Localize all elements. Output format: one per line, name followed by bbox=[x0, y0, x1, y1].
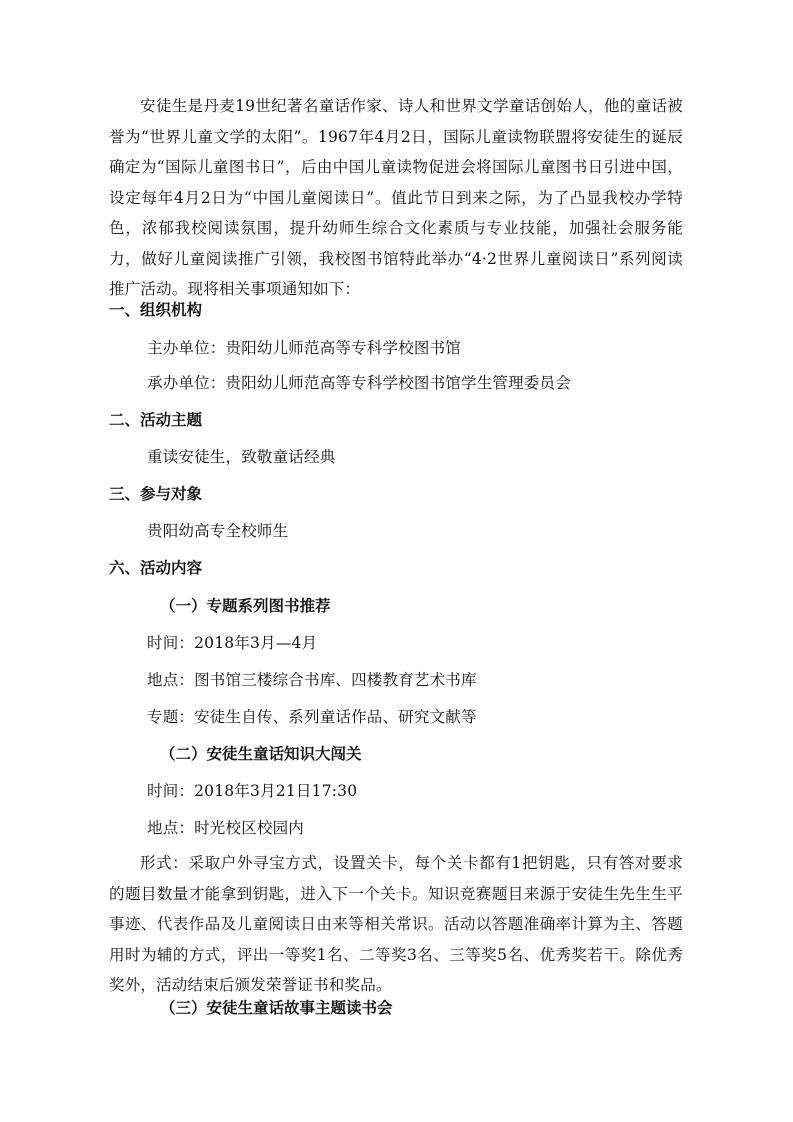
book-recommendation-time: 时间：2018年3月—4月 bbox=[147, 634, 318, 652]
book-recommendation-place: 地点：图书馆三楼综合书库、四楼教育艺术书库 bbox=[147, 671, 477, 689]
participants-text: 贵阳幼高专全校师生 bbox=[147, 522, 289, 540]
organizer-unit: 承办单位：贵阳幼儿师范高等专科学校图书馆学生管理委员会 bbox=[147, 374, 571, 392]
section-heading-theme: 二、活动主题 bbox=[109, 411, 203, 429]
knowledge-challenge-time: 时间：2018年3月21日17:30 bbox=[147, 782, 358, 800]
subsection-heading-book-recommendation: （一）专题系列图书推荐 bbox=[160, 597, 331, 615]
book-recommendation-topic: 专题：安徒生自传、系列童话作品、研究文献等 bbox=[147, 708, 477, 726]
host-unit: 主办单位：贵阳幼儿师范高等专科学校图书馆 bbox=[147, 339, 462, 357]
section-heading-participants: 三、参与对象 bbox=[109, 485, 203, 503]
section-heading-organization: 一、组织机构 bbox=[109, 301, 203, 319]
theme-text: 重读安徒生，致敬童话经典 bbox=[147, 448, 336, 466]
knowledge-challenge-place: 地点：时光校区校园内 bbox=[147, 819, 305, 837]
intro-paragraph: 安徒生是丹麦19世纪著名童话作家、诗人和世界文学童话创始人，他的童话被誉为“世界儿童文学的太阳”。1967年4月2日，国际儿童读物联盟将安徒生的诞辰确定为“国际儿童图书日”，后由中国儿童读物促进会将国际儿童图书日引进中国，设定每年4月2日为“中国儿童阅读日”。值此节日到来之际，为了凸显我校办学特色，浓郁我校阅读氛围，提升幼师生综合文化素质与专业技能，加强社会服务能力，做好儿童阅读推广引领，我校图书馆特此举办“4·2世界儿童阅读日”系列阅读推广活动。现将相关事项通知如下： bbox=[109, 97, 683, 298]
knowledge-challenge-form: 形式：采取户外寻宝方式，设置关卡，每个关卡都有1把钥匙，只有答对要求的题目数量才能拿到钥匙，进入下一个关卡。知识竞赛题目来源于安徒生先生生平事迹、代表作品及儿童阅读日由来等相关常识。活动以答题准确率计算为主、答题用时为辅的方式，评出一等奖1名、二等奖3名、三等奖5名、优秀奖若干。除优秀奖外，活动结束后颁发荣誉证书和奖品。 bbox=[109, 854, 683, 994]
subsection-heading-reading-club: （三）安徒生童话故事主题读书会 bbox=[160, 999, 393, 1017]
section-heading-content: 六、活动内容 bbox=[109, 559, 203, 577]
subsection-heading-knowledge-challenge: （二）安徒生童话知识大闯关 bbox=[160, 745, 362, 763]
